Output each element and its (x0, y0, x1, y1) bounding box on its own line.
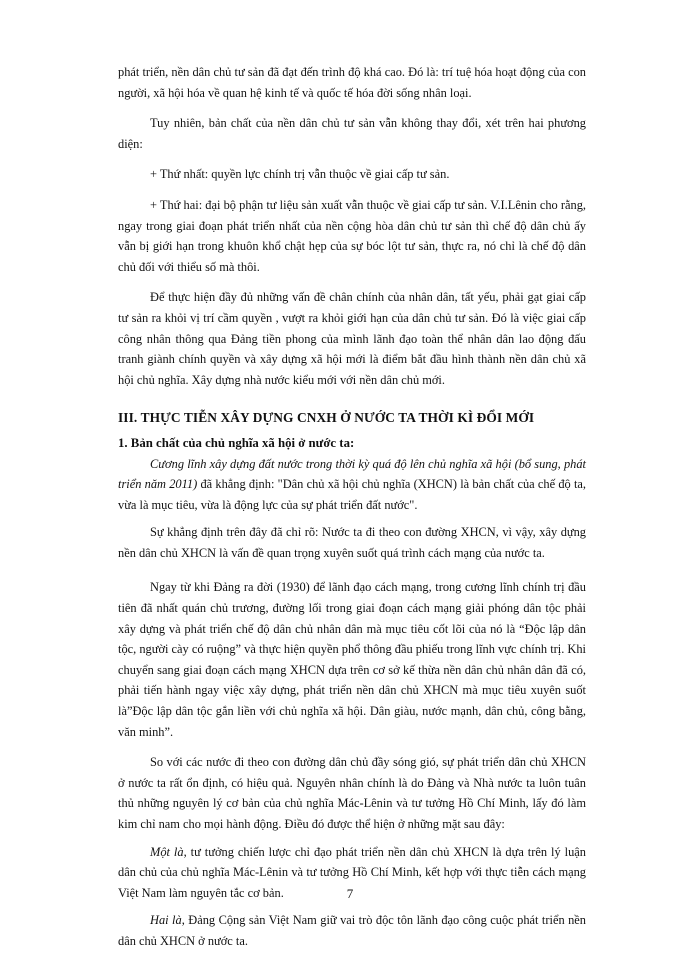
paragraph-11 (118, 910, 586, 951)
paragraph-3: + Thứ nhất: quyền lực chính trị vẫn thuộc về giai cấp tư sản. (150, 167, 450, 182)
document-page (118, 62, 586, 952)
paragraph-9: So với các nước đi theo con đường dân chủ đầy sóng gió, sự phát triển dân chủ XHCN ở nước ta rất ổn định, có hiệu quả. Nguyên nhân chính là do Đảng và Nhà nước ta luôn tuân thủ những nguyên lý cơ bản của chủ nghĩa Mác-Lênin và tư tưởng Hồ Chí Minh, lấy đó làm kim chỉ nam cho mọi hành động. Điều đó được thể hiện ở những mặt sau đây: (118, 755, 586, 831)
paragraph-6-italic: Cương lĩnh xây dựng đất nước trong thời kỳ quá độ lên chủ nghĩa xã hội (bổ sung, phát triển năm 2011) (118, 456, 586, 492)
paragraph-6 (118, 454, 586, 516)
paragraph-7: Sự khẳng định trên đây đã chỉ rõ: Nước ta đi theo con đường XHCN, vì vậy, xây dựng nền dân chủ XHCN là vấn đề quan trọng xuyên suốt quá trình cách mạng của nước ta. (118, 525, 586, 560)
paragraph-2: Tuy nhiên, bản chất của nền dân chủ tư sản vẫn không thay đổi, xét trên hai phương diện: (118, 116, 586, 151)
section-heading-iii: III. THỰC TIỄN XÂY DỰNG CNXH Ở NƯỚC TA THỜI KÌ ĐỔI MỚI (118, 410, 535, 426)
paragraph-10-italic: Một là (150, 844, 184, 859)
paragraph-1: phát triển, nền dân chủ tư sản đã đạt đến trình độ khá cao. Đó là: trí tuệ hóa hoạt động của con người, xã hội hóa về quan hệ kinh tế và quốc tế hóa đời sống nhân loại. (118, 65, 586, 100)
paragraph-5: Để thực hiện đầy đủ những vấn đề chân chính của nhân dân, tất yếu, phải gạt giai cấp tư sản ra khỏi vị trí cầm quyền , vượt ra khỏi giới hạn của dân chủ tư sản. Đó là việc giai cấp công nhân thông qua Đảng tiền phong của mình lãnh đạo toàn thể nhân dân lao động đấu tranh giành chính quyền và xây dựng xã hội mới là điểm bắt đầu hình thành nền dân chủ xã hội chủ nghĩa. Xây dựng nhà nước kiểu mới với nền dân chủ mới. (118, 290, 586, 387)
subsection-heading-1: 1. Bản chất của chủ nghĩa xã hội ở nước ta: (118, 435, 355, 450)
paragraph-4: + Thứ hai: đại bộ phận tư liệu sản xuất vẫn thuộc về giai cấp tư sản. V.I.Lênin cho rằng, ngay trong giai đoạn phát triển nhất của nền cộng hòa dân chủ tư sản thì chế độ dân chủ ấy vẫn bị giới hạn trong khuôn khổ chật hẹp của sự bóc lột tư sản, thực ra, nó chỉ là chế độ dân chủ đối với thiểu số mà thôi. (118, 197, 586, 274)
paragraph-11-italic: Hai là (150, 913, 182, 928)
page-number: 7 (346, 886, 354, 901)
paragraph-8: Ngay từ khi Đảng ra đời (1930) để lãnh đạo cách mạng, trong cương lĩnh chính trị đầu tiên đã nhất quán chủ trương, đường lối trong giai đoạn cách mạng giải phóng dân tộc phải xây dựng và phát triển chế độ dân chủ nhân dân mà mục tiêu cốt lõi của nó là “Độc lập dân tộc, người cày có ruộng” và thực hiện quyền phổ thông đầu phiếu trong lĩnh vực chính trị. Khi chuyển sang giai đoạn cách mạng XHCN dựa trên cơ sở kế thừa nền dân chủ nhân dân đã có, phải tiến hành ngay việc xây dựng, phát triển nền dân chủ XHCN mà mục tiêu xuyên suốt là”Độc lập dân tộc gắn liền với chủ nghĩa xã hội. Dân giàu, nước mạnh, dân chủ, công bằng, văn minh”. (118, 580, 586, 739)
paragraph-11-text: , Đảng Cộng sản Việt Nam giữ vai trò độc tôn lãnh đạo công cuộc phát triển nền dân chủ XHCN ở nước ta. (118, 913, 586, 948)
paragraph-10-text: , tư tưởng chiến lược chỉ đạo phát triển nền dân chủ XHCN là dựa trên lý luận dân chủ của chủ nghĩa Mác-Lênin và tư tưởng Hồ Chí Minh, kết hợp với thực tiễn cách mạng Việt Nam làm nguyên tắc cơ bản. (118, 844, 586, 900)
paragraph-6-text: đã khẳng định: "Dân chủ xã hội chủ nghĩa (XHCN) là bản chất của chế độ ta, vừa là mục tiêu, vừa là động lực của sự phát triển đất nước". (118, 477, 586, 512)
